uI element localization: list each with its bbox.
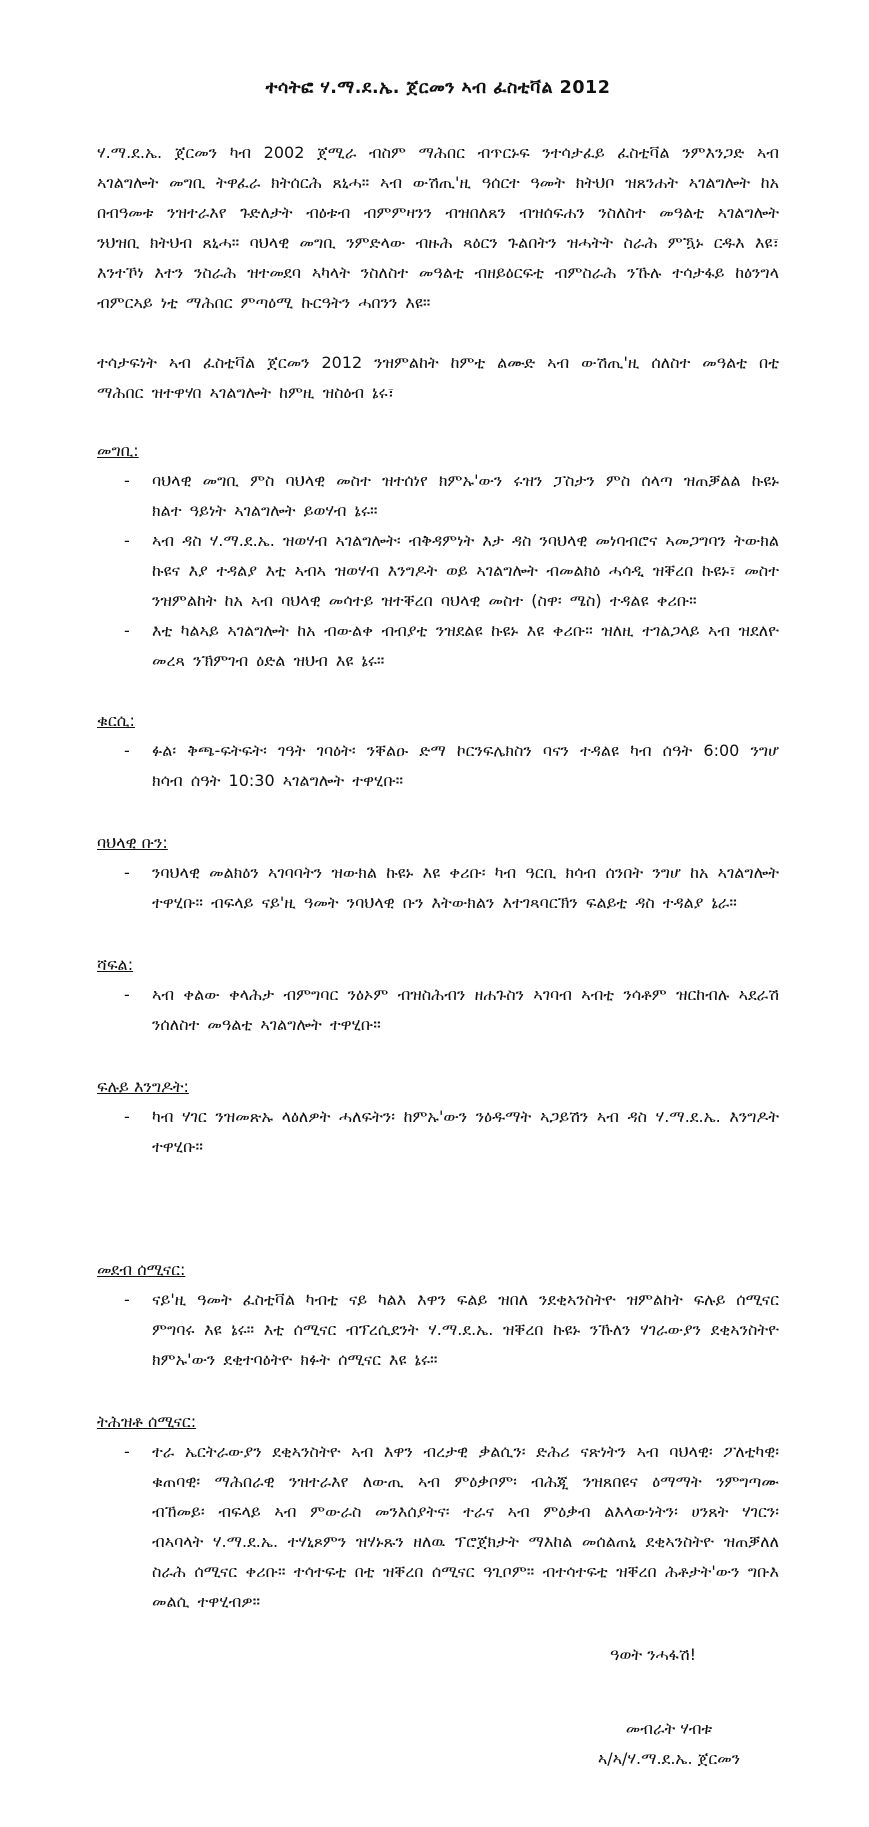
section-heading-children: ሻፍል: xyxy=(97,955,134,974)
special-guests-list xyxy=(97,1102,779,1162)
intro-paragraph-1: ሃ.ማ.ደ.ኤ. ጀርመን ካብ 2002 ጀሚራ ብስም ማሕበር ብጥርኑፍ ንተሳታፈይ ፈስቲቫል ንምእንጋድ ኣብ ኣገልግሎት መግቢ ትዋፈራ ክትሰርሕ ጸኒሓ። ኣብ ውሽጢ'ዚ ዓሰርተ ዓመት ክትህቦ ዝጸንሐት ኣገልግሎት ከአ በብዓመቱ ንዝተራእየ ጉድለታት ብዕቱብ ብምምዛንን ብዝበለጸን ብዝሰፍሐን ንስለስተ መዓልቲ ኣገልግሎት ንህዝቢ ክትህብ ጸኒሓ። ባህላዊ መግቢ ንምድላው ብዙሕ ጻዕርን ጉልበትን ዝሓትት ስራሕ ምዃኑ ርዱእ እዩ፣ እንተኾነ እተን ንስራሕ ዝተመደባ ኣካላት ንስለስተ መዓልቲ ብዘይዕርፍቲ ብምስራሕ ንኹሉ ተሳታፋይ ከዕንግላ ብምርኣይ ነቲ ማሕበር ምጣዕሚ ኩርዓትን ሓበንን እዩ። xyxy=(97,143,779,312)
signature-name: መብራት ሃብቱ xyxy=(625,1719,713,1738)
section-seminar-content xyxy=(97,1409,779,1617)
bullet-dash-icon: - xyxy=(124,1107,130,1126)
coffee-list xyxy=(97,858,779,918)
coffee-item-1-text: ንባህላዊ መልክዕን ኣገባባትን ዝውክል ኩዩኑ እዩ ቀሪቡ፡ ካብ ዓርቢ ክሳብ ሰንበት ንግሆ ከአ ኣገልግሎት ተዋሂቡ። ብፍላይ ናይ'ዚ ዓመት ንባህላዊ ቡን እትውክልን እተገጻባርኽን ፍልይቲ ዳስ ተዳልያ ኔራ። xyxy=(152,863,779,912)
signature-organization: ኣ/ኣ/ሃ.ማ.ደ.ኤ. ጀርመን xyxy=(597,1749,741,1768)
bullet-dash-icon: - xyxy=(124,531,130,550)
children-item-1 xyxy=(97,980,779,1040)
closing-slogan: ዓወት ንሓፋሽ! xyxy=(610,1645,697,1664)
breakfast-item-1 xyxy=(97,736,779,796)
section-heading-breakfast: ቁርሲ: xyxy=(97,711,135,730)
seminar-plan-list xyxy=(97,1285,779,1375)
special-guests-item-1-text: ካብ ሃገር ንዝመጽኡ ላዕለዎት ሓለፍትን፡ ከምኡ'ውን ንዕዱማት ኣጋይሽን ኣብ ዳስ ሃ.ማ.ደ.ኤ. እንግዶት ተዋሂቡ። xyxy=(152,1107,779,1156)
food-item-2 xyxy=(97,526,779,616)
bullet-dash-icon: - xyxy=(124,1442,130,1461)
signature-block xyxy=(559,1714,779,1774)
bullet-dash-icon: - xyxy=(124,985,130,1004)
seminar-content-list xyxy=(97,1437,779,1617)
section-heading-food: መግቢ: xyxy=(97,441,139,460)
section-heading-seminar-plan: መደብ ሰሚናር: xyxy=(97,1260,186,1279)
bullet-dash-icon: - xyxy=(124,471,130,490)
breakfast-list xyxy=(97,736,779,796)
bullet-dash-icon: - xyxy=(124,1290,130,1309)
breakfast-item-1-text: ፉል፡ ቅጫ-ፍትፍት፡ ገዓት ገባዕት፡ ንቐልዑ ድማ ኮርንፍሌክስን ባናን ተዳልዩ ካብ ሰዓት 6:00 ንግሆ ክሳብ ሰዓት 10:30 ኣገልግሎት ተዋሂቡ። xyxy=(152,741,779,790)
food-list xyxy=(97,466,779,676)
food-item-3 xyxy=(97,616,779,676)
seminar-content-item-1 xyxy=(97,1437,779,1617)
children-item-1-text: ኣብ ቀልው ቀላሕታ ብምግባር ንዕኦም ብዝስሕብን ዘሐጉስን ኣገባብ ኣብቲ ንሳቶም ዝርከብሉ ኣደራሽ ንሰለስተ መዓልቲ ኣገልግሎት ተዋሂቡ። xyxy=(152,985,779,1034)
section-seminar-plan xyxy=(97,1257,779,1375)
bullet-dash-icon: - xyxy=(124,863,130,882)
seminar-plan-item-1 xyxy=(97,1285,779,1375)
section-special-guests xyxy=(97,1074,779,1162)
seminar-content-item-1-text: ተራ ኤርትራውያን ደቂኣንስትዮ ኣብ እዋን ብረታዊ ቃልሲን፡ ድሕሪ ናጽነትን ኣብ ባህላዊ፡ ፖለቲካዊ፡ ቁጠባዊ፡ ማሕበራዊ ንዝተራእየ ለውጢ ኣብ ምዕቃቦም፡ ብሕጂ ንዝጸበዩና ዕማማት ንምግጣሙ ብኸመይ፡ ብፍላይ ኣብ ምውራስ መንእሰያትና፡ ተራና ኣብ ምዕቃብ ልእላውነትን፡ ሀንጸት ሃገርን፡ ብኣባላት ሃ.ማ.ደ.ኤ. ተሃኒጾምን ዝሃኑጹን ዘለዉ ፕሮጀክታት ማእከል መሰልጠኒ ደቂኣንስትዮ ዝጠቓለለ ስራሕ ሰሚናር ቀሪቡ። ተሳተፍቲ በቲ ዝቐረበ ሰሚናር ዓጊቦም። ብተሳተፍቲ ዝቐረበ ሕቶታት'ውን ግቡእ መልሲ ተዋሂብዎ። xyxy=(152,1442,779,1611)
food-item-2-text: ኣብ ዳስ ሃ.ማ.ደ.ኤ. ዝወሃብ ኣገልግሎት፡ ብቅዳምነት እታ ዳስ ንባህላዊ መነባብሮና ኣመጋግባን ትውክል ኩዩና እያ ተዳልያ እቲ ኣብኣ ዝወሃብ እንግዶት ወይ ኣገልግሎት ብመልክዕ ሓሳዲ ዝቐረበ ኩዩኑ፣ መስተ ንዝምልከት ከአ ኣብ ባህላዊ መሳተይ ዝተቐረበ ባህላዊ መስተ (ስዋ፡ ሜስ) ተዳልዩ ቀሪቡ። xyxy=(152,531,779,610)
special-guests-item-1 xyxy=(97,1102,779,1162)
bullet-dash-icon: - xyxy=(124,741,130,760)
section-food xyxy=(97,438,779,676)
section-coffee xyxy=(97,830,779,918)
food-item-1-text: ባህላዊ መግቢ ምስ ባህላዊ መስተ ዝተሰነየ ክምኡ'ውን ሩዝን ፓስታን ምስ ሰላጣ ዝጠቓልል ኩዩኑ ክልተ ዓይነት ኣገልግሎት ይወሃብ ኔሩ። xyxy=(152,471,779,520)
food-item-3-text: እቲ ካልኣይ ኣገልግሎት ከአ ብውልቀ ብብያቲ ንዝደልዩ ኩዩኑ እዩ ቀሪቡ። ዝለዚ ተገልጋላይ ኣብ ዝደለዮ መረጻ ንኽምገብ ዕድል ዝህብ እዩ ኔሩ። xyxy=(152,621,779,670)
section-heading-seminar-content: ትሕዝቶ ሰሚናር: xyxy=(97,1412,197,1431)
bullet-dash-icon: - xyxy=(124,621,130,640)
section-heading-special-guests: ፍሉይ እንግዶት: xyxy=(97,1077,189,1096)
coffee-item-1 xyxy=(97,858,779,918)
seminar-plan-item-1-text: ናይ'ዚ ዓመት ፈስቲቫል ካብቲ ናይ ካልእ እዋን ፍልይ ዝበለ ንደቂኣንስትዮ ዝምልከት ፍሉይ ሰሚናር ምግባሩ እዩ ኔሩ። እቲ ሰሚናር ብፕረሲደንት ሃ.ማ.ደ.ኤ. ዝቐረበ ኩዩኑ ንኹለን ሃገራውያን ደቂኣንስትዮ ክምኡ'ውን ደቂተባዕትዮ ክፉት ሰሚናር እዩ ኔሩ። xyxy=(152,1290,779,1369)
children-list xyxy=(97,980,779,1040)
food-item-1 xyxy=(97,466,779,526)
document-title: ተሳትፎ ሃ.ማ.ደ.ኤ. ጀርመን ኣብ ፈስቲቫል 2012 xyxy=(265,78,611,98)
section-breakfast xyxy=(97,708,779,796)
section-heading-coffee: ባህላዊ ቡን: xyxy=(97,833,168,852)
intro-paragraph-2: ተሳታፍነት ኣብ ፈስቲቫል ጀርመን 2012 ንዝምልከት ከምቲ ልሙድ ኣብ ውሽጢ'ዚ ሰለስተ መዓልቲ በቲ ማሕበር ዝተዋሃበ ኣገልግሎት ከምዚ ዝስዕብ ኔሩ፣ xyxy=(97,353,779,402)
section-children xyxy=(97,952,779,1040)
